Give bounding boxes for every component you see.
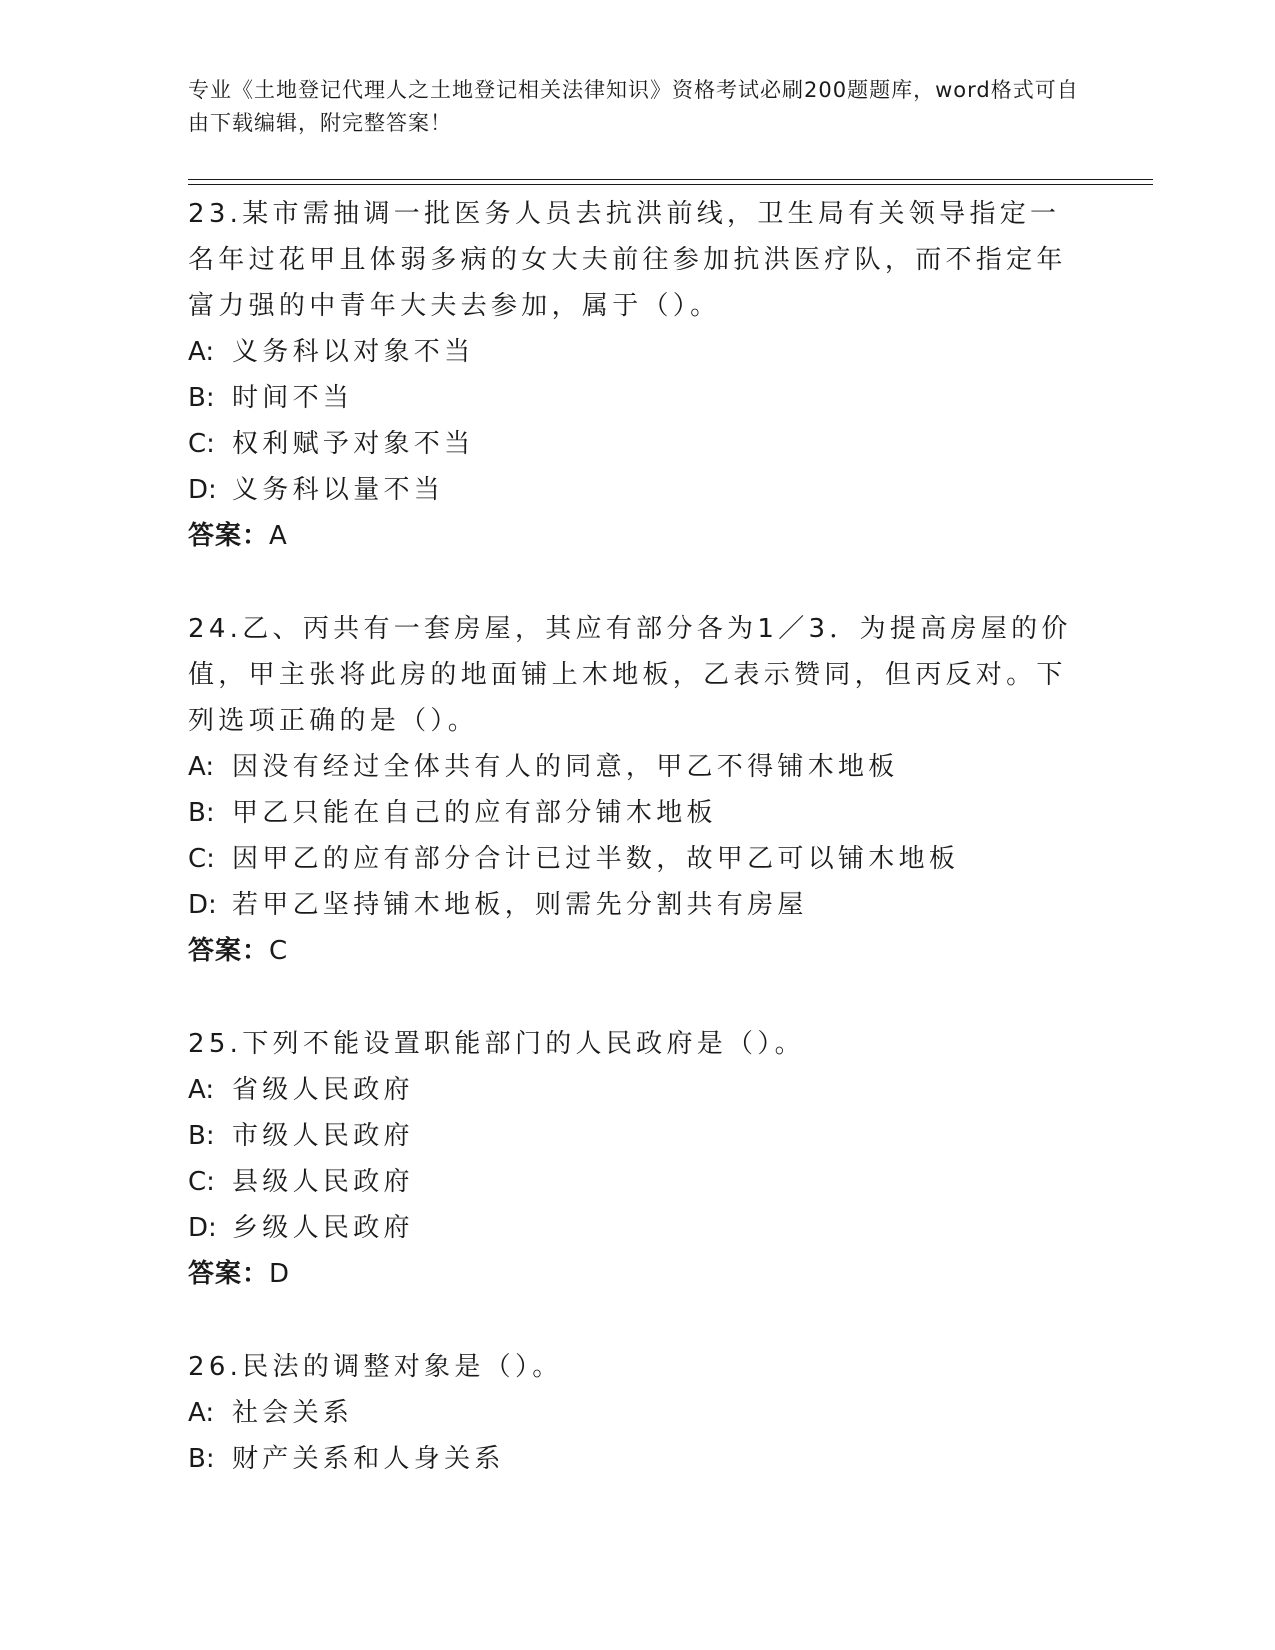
option-d <box>188 1205 1088 1251</box>
option-text: 权利赋予对象不当 <box>232 429 475 459</box>
answer-label: 答案： <box>188 1259 270 1289</box>
document-header: 专业《土地登记代理人之土地登记相关法律知识》资格考试必刷200题题库，word格式可自由下载编辑，附完整答案！ <box>188 78 1079 135</box>
option-d <box>188 467 1088 513</box>
answer-value: D <box>269 1259 291 1289</box>
option-text: 义务科以量不当 <box>232 475 445 505</box>
option-text: 市级人民政府 <box>232 1121 414 1151</box>
option-text: 县级人民政府 <box>232 1167 414 1197</box>
option-text: 财产关系和人身关系 <box>232 1444 505 1474</box>
option-key: B: <box>188 1444 215 1474</box>
question-stem: 23.某市需抽调一批医务人员去抗洪前线，卫生局有关领导指定一名年过花甲且体弱多病的女大夫前往参加抗洪医疗队，而不指定年富力强的中青年大夫去参加，属于（）。 <box>188 199 1067 321</box>
option-a <box>188 1390 1088 1436</box>
option-c <box>188 836 1088 882</box>
option-c <box>188 1159 1088 1205</box>
option-text: 时间不当 <box>232 383 354 413</box>
option-text: 社会关系 <box>232 1398 354 1428</box>
answer-value: C <box>269 936 289 966</box>
question-23 <box>188 191 1088 559</box>
answer-line <box>188 928 1088 974</box>
option-b <box>188 790 1088 836</box>
option-key: C: <box>188 844 215 874</box>
option-text: 因甲乙的应有部分合计已过半数，故甲乙可以铺木地板 <box>232 844 960 874</box>
option-text: 省级人民政府 <box>232 1075 414 1105</box>
option-key: D: <box>188 890 217 920</box>
option-b <box>188 1436 1088 1482</box>
header-rule-bottom <box>188 184 1153 185</box>
question-stem: 24.乙、丙共有一套房屋，其应有部分各为1／3．为提高房屋的价值，甲主张将此房的地面铺上木地板，乙表示赞同，但丙反对。下列选项正确的是（）。 <box>188 614 1072 736</box>
option-key: A: <box>188 337 215 367</box>
option-key: B: <box>188 798 215 828</box>
option-key: A: <box>188 1398 215 1428</box>
option-d <box>188 882 1088 928</box>
option-text: 若甲乙坚持铺木地板，则需先分割共有房屋 <box>232 890 808 920</box>
answer-line <box>188 513 1088 559</box>
option-text: 甲乙只能在自己的应有部分铺木地板 <box>232 798 717 828</box>
option-key: D: <box>188 1213 217 1243</box>
option-key: B: <box>188 383 215 413</box>
question-stem: 25.下列不能设置职能部门的人民政府是（）。 <box>188 1029 805 1059</box>
option-text: 乡级人民政府 <box>232 1213 414 1243</box>
answer-value: A <box>269 521 288 551</box>
question-list <box>188 191 1088 1529</box>
option-a <box>188 329 1088 375</box>
option-c <box>188 421 1088 467</box>
question-24 <box>188 606 1088 974</box>
option-b <box>188 375 1088 421</box>
option-text: 义务科以对象不当 <box>232 337 475 367</box>
option-key: B: <box>188 1121 215 1151</box>
header-rule-top <box>188 179 1153 180</box>
option-key: A: <box>188 752 215 782</box>
option-key: A: <box>188 1075 215 1105</box>
question-25 <box>188 1021 1088 1297</box>
answer-label: 答案： <box>188 936 270 966</box>
option-key: C: <box>188 1167 215 1197</box>
answer-line <box>188 1251 1088 1297</box>
option-b <box>188 1113 1088 1159</box>
question-26 <box>188 1344 1088 1482</box>
answer-label: 答案： <box>188 521 270 551</box>
question-stem: 26.民法的调整对象是（）。 <box>188 1352 563 1382</box>
option-key: D: <box>188 475 217 505</box>
option-text: 因没有经过全体共有人的同意，甲乙不得铺木地板 <box>232 752 899 782</box>
option-key: C: <box>188 429 215 459</box>
option-a <box>188 1067 1088 1113</box>
option-a <box>188 744 1088 790</box>
